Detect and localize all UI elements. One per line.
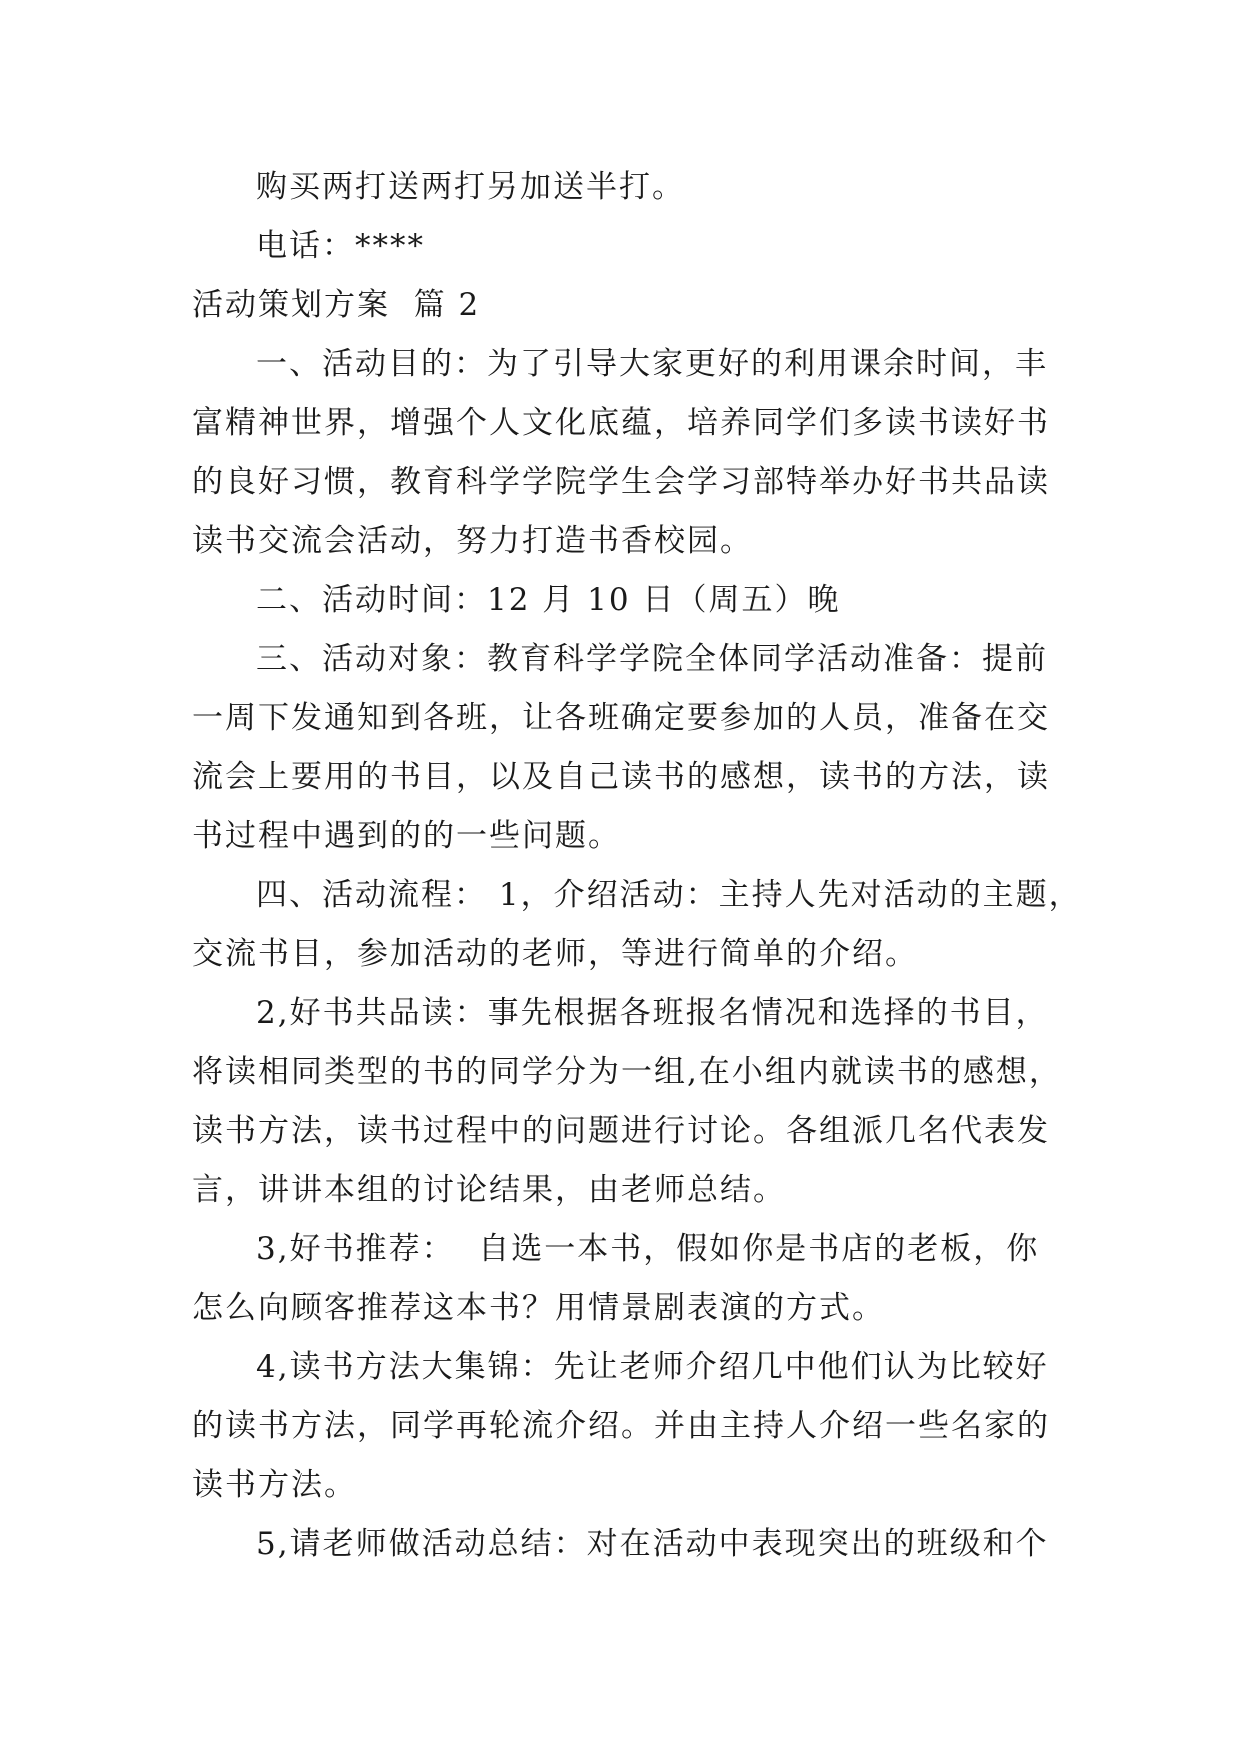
text-line: 言，讲讲本组的讨论结果，由老师总结。 — [192, 1172, 786, 1208]
text-line: 一、活动目的：为了引导大家更好的利用课余时间，丰 — [256, 346, 1048, 382]
text-line: 的读书方法，同学再轮流介绍。并由主持人介绍一些名家的 — [192, 1408, 1050, 1444]
text-line: 读书方法。 — [192, 1467, 357, 1503]
text-line: 电话：**** — [256, 228, 425, 264]
text-line: 的良好习惯，教育科学学院学生会学习部特举办好书共品读 — [192, 464, 1050, 500]
text-line: 一周下发通知到各班，让各班确定要参加的人员，准备在交 — [192, 700, 1050, 736]
text-line: 5,请老师做活动总结：对在活动中表现突出的班级和个 — [256, 1526, 1049, 1562]
text-line: 读书方法，读书过程中的问题进行讨论。各组派几名代表发 — [192, 1113, 1050, 1149]
text-line: 3,好书推荐： 自选一本书，假如你是书店的老板，你 — [256, 1231, 1040, 1267]
text-line: 三、活动对象：教育科学学院全体同学活动准备：提前 — [256, 641, 1048, 677]
section-heading: 活动策划方案 篇 2 — [192, 287, 481, 323]
text-line: 四、活动流程： 1，介绍活动：主持人先对活动的主题， — [256, 877, 1082, 913]
text-line: 将读相同类型的书的同学分为一组,在小组内就读书的感想， — [192, 1054, 1062, 1090]
text-line: 怎么向顾客推荐这本书？用情景剧表演的方式。 — [192, 1290, 885, 1326]
text-line: 富精神世界，增强个人文化底蕴，培养同学们多读书读好书 — [192, 405, 1050, 441]
text-line: 交流书目，参加活动的老师，等进行简单的介绍。 — [192, 936, 918, 972]
text-line: 4,读书方法大集锦：先让老师介绍几中他们认为比较好 — [256, 1349, 1049, 1385]
text-line: 购买两打送两打另加送半打。 — [256, 169, 685, 205]
text-line: 书过程中遇到的的一些问题。 — [192, 818, 621, 854]
text-line: 二、活动时间：12 月 10 日（周五）晚 — [256, 582, 841, 618]
text-line: 读书交流会活动，努力打造书香校园。 — [192, 523, 753, 559]
text-line: 流会上要用的书目，以及自己读书的感想，读书的方法，读 — [192, 759, 1050, 795]
text-line: 2,好书共品读：事先根据各班报名情况和选择的书目， — [256, 995, 1049, 1031]
